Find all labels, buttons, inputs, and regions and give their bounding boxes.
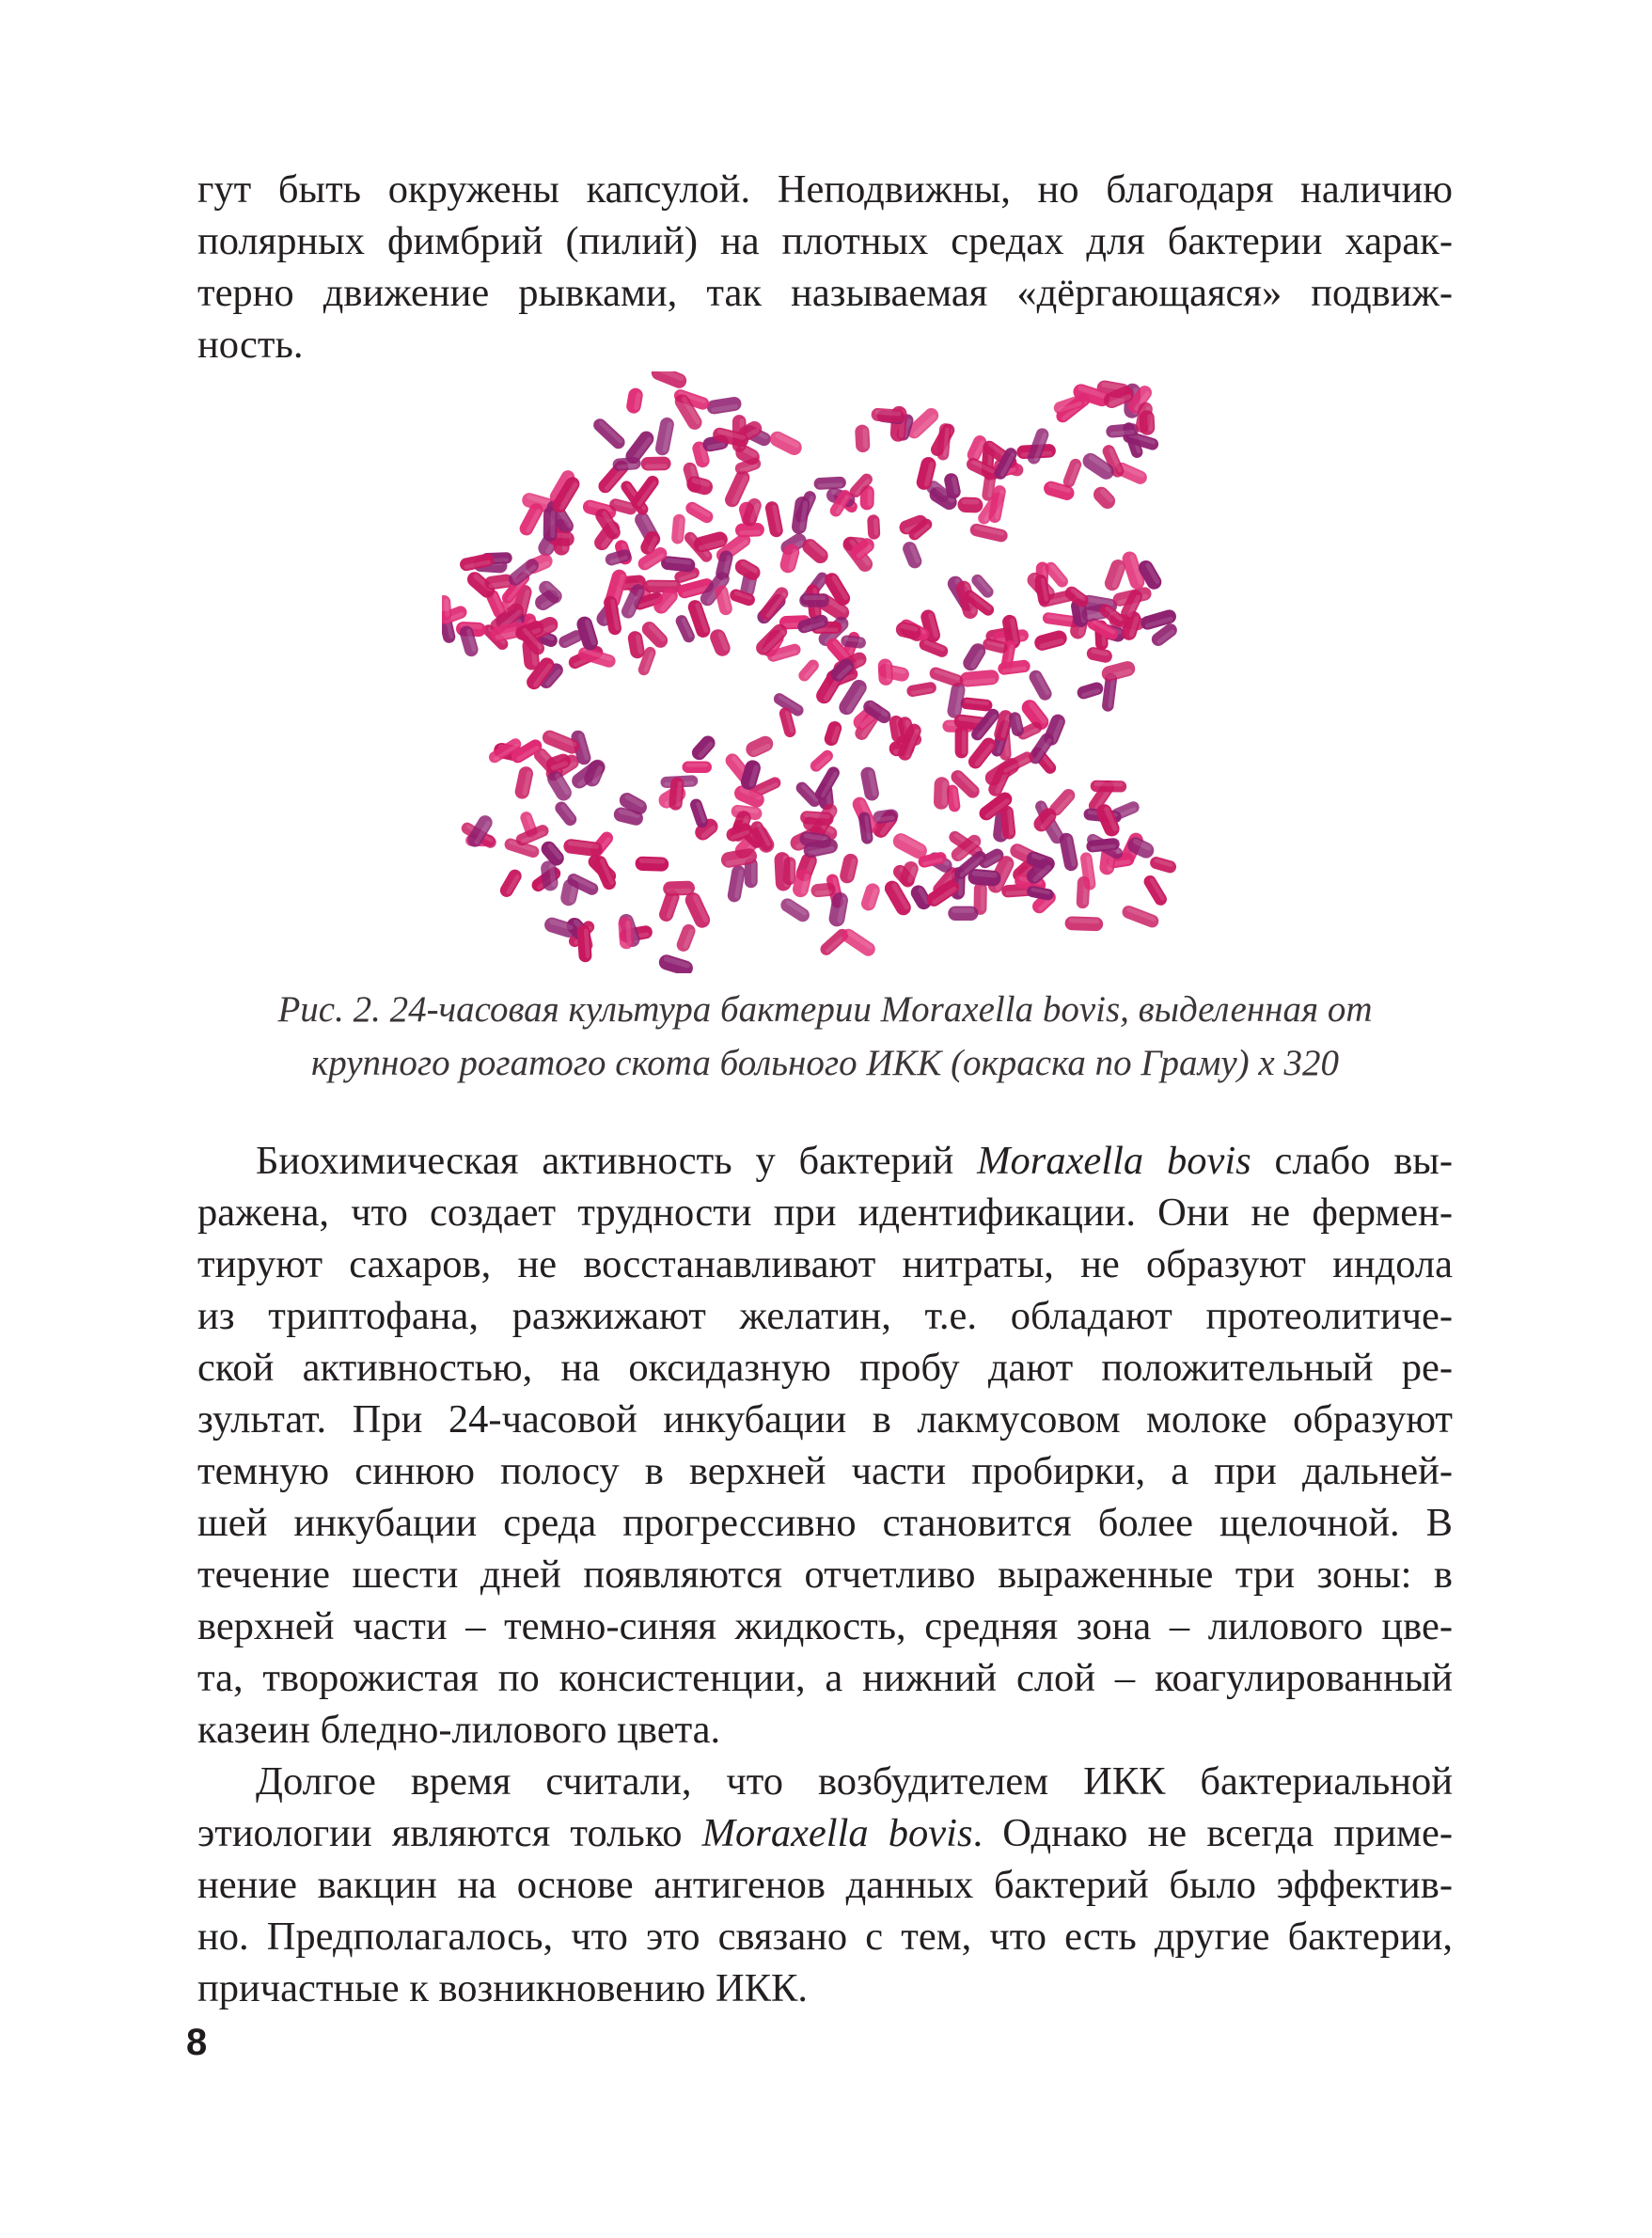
figure-caption	[197, 983, 1453, 1090]
bacterium-rod	[1091, 780, 1127, 793]
bacterium-rod	[1059, 831, 1079, 872]
text-line: зультат. При 24-часовой инкубации в лакмусовом молоке образуют	[197, 1397, 1453, 1442]
bacterium-rod	[1064, 916, 1103, 931]
bacterium-rod	[641, 457, 671, 471]
bacterium-rod	[657, 953, 695, 973]
bacterium-rod	[1100, 659, 1137, 683]
caption-suffix: , выделенная от	[1120, 989, 1373, 1030]
bacterium-rod	[1139, 410, 1155, 435]
bacterium-rod	[1141, 874, 1169, 908]
micrograph-figure	[442, 371, 1185, 973]
bacterium-rod	[955, 726, 968, 758]
bacterium-rod	[649, 371, 688, 390]
bacterium-rod	[936, 423, 952, 461]
bacterium-rod	[965, 456, 999, 481]
bacterium-rod	[890, 830, 930, 861]
bacterium-rod	[635, 856, 669, 871]
bacteria-micrograph-image	[442, 371, 1185, 973]
bacterium-rod	[823, 719, 843, 748]
bacterium-rod	[968, 523, 1009, 544]
bacterium-rod	[779, 896, 812, 924]
bacterium-rod	[783, 857, 796, 886]
text-line: но. Предполагалось, что это связано с тем, что есть другие бактерии,	[197, 1915, 1453, 1959]
text-run: Биохимическая активность у бактерий	[256, 1139, 978, 1183]
species-name: Moraxella bovis	[701, 1811, 973, 1855]
bacterium-rod	[764, 500, 784, 539]
bacterium-rod	[497, 867, 524, 899]
bacterium-rod	[946, 682, 966, 719]
bacterium-rod	[859, 881, 882, 912]
bacterium-rod	[627, 630, 646, 660]
text-line: полярных фимбрий (пилий) на плотных средах для бактерии харак-	[197, 219, 1453, 263]
bacterium-rod	[625, 386, 644, 414]
caption-prefix: Рис. 2. 24-часовая культура бактерии	[277, 989, 881, 1030]
bacterium-rod	[796, 657, 822, 684]
paragraph-history	[197, 1756, 1453, 2014]
bacterium-rod	[1026, 885, 1055, 901]
text-line	[197, 1807, 1453, 1859]
bacterium-rod	[1076, 681, 1105, 701]
bacterium-rod	[767, 429, 805, 458]
bacterium-rod	[675, 922, 698, 954]
text-run: слабо вы-	[1251, 1139, 1453, 1183]
bacterium-rod	[867, 514, 880, 540]
bacterium-rod	[905, 681, 936, 698]
text-line: та, творожистая по консистенции, а нижний слой – коагулированный	[197, 1656, 1453, 1700]
text-line: причастные к возникновению ИКК.	[197, 1966, 808, 2010]
bacterium-rod	[839, 852, 859, 885]
page-number: 8	[186, 2022, 208, 2063]
bacterium-rod	[612, 457, 641, 472]
bacterium-rod	[1008, 711, 1025, 737]
bacterium-rod	[1121, 904, 1161, 929]
text-run: этиологии являются только	[197, 1811, 702, 1855]
bacterium-rod	[576, 924, 592, 963]
text-line: верхней части – темно-синяя жидкость, средняя зона – лилового цве-	[197, 1604, 1453, 1648]
text-line: тируют сахаров, не восстанавливают нитраты, не образуют индола	[197, 1242, 1453, 1286]
text-line: терно движение рывками, так называемая «дёргающаяся» подвиж-	[197, 271, 1453, 315]
bacterium-rod	[859, 765, 880, 801]
bacterium-rod	[714, 584, 733, 617]
bacterium-rod	[871, 407, 905, 422]
text-line: нение вакцин на основе антигенов данных бактерий было эффектив-	[197, 1863, 1453, 1907]
bacterium-rod	[683, 762, 713, 774]
bacterium-rod	[706, 396, 743, 416]
bacterium-rod	[855, 424, 871, 452]
bacterium-rod	[553, 799, 579, 828]
bacterium-rod	[1091, 483, 1119, 512]
bacterium-rod	[688, 797, 709, 829]
text-line: ность.	[197, 323, 304, 367]
bacterium-rod	[689, 733, 718, 763]
bacterium-rod	[618, 917, 634, 950]
bacterium-rod	[1149, 856, 1178, 875]
bacterium-rod	[898, 859, 920, 888]
text-line: ской активностью, на оксидазную пробу дают положительный ре-	[197, 1346, 1453, 1390]
paragraph-biochemistry	[197, 1135, 1453, 1756]
bacterium-rod	[1062, 457, 1083, 489]
paragraph-top	[197, 164, 1453, 370]
text-line: ражена, что создает трудности при идентификации. Они не фермен-	[197, 1190, 1453, 1235]
bacterium-rod	[957, 496, 983, 512]
bacterium-rod	[660, 556, 696, 573]
bacterium-rod	[590, 416, 627, 451]
bacterium-rod	[791, 496, 810, 535]
bacterium-rod	[654, 417, 675, 457]
text-line: казеин бледно-лилового цвета.	[197, 1708, 721, 1752]
bacterium-rod	[839, 926, 878, 959]
bacterium-rod	[799, 593, 829, 607]
bacterium-rod	[727, 864, 747, 903]
bacterium-rod	[959, 670, 999, 687]
bacterium-rod	[901, 540, 924, 571]
bacterium-rod	[671, 513, 686, 544]
bacterium-rod	[877, 658, 893, 686]
text-line: шей инкубации среда прогрессивно становится более щелочной. В	[197, 1501, 1453, 1545]
bacterium-rod	[513, 765, 534, 800]
bacterium-rod	[934, 777, 950, 810]
bacterium-rod	[684, 499, 716, 525]
caption-line: крупного рогатого скота больного ИКК (окраска по Граму) х 320	[311, 1043, 1339, 1083]
bacterium-rod	[442, 595, 452, 622]
bacterium-rod	[841, 635, 867, 649]
bacterium-rod	[543, 507, 558, 542]
bacterium-rod	[1032, 629, 1068, 653]
bacterium-rod	[813, 477, 846, 491]
text-line	[197, 1135, 1453, 1187]
species-name: Moraxella bovis	[977, 1139, 1251, 1183]
bacterium-rod	[948, 906, 978, 921]
bacterium-rod	[683, 890, 713, 930]
text-line: гут быть окружены капсулой. Неподвижны, но благодаря наличию	[197, 167, 1453, 212]
caption-species: Moraxella bovis	[880, 989, 1121, 1030]
bacterium-rod	[708, 627, 733, 659]
text-run: . Однако не всегда приме-	[972, 1811, 1453, 1855]
caption-line	[197, 983, 1453, 1036]
bacterium-rod	[517, 501, 545, 538]
text-line: Долгое время считали, что возбудителем ИКК бактериальной	[256, 1759, 1453, 1804]
text-line: течение шести дней появляются отчетливо выраженные три зоны: в	[197, 1552, 1453, 1597]
text-line: из триптофана, разжижают желатин, т.е. обладают протеолитиче-	[197, 1294, 1453, 1338]
bacterium-rod	[1034, 574, 1051, 607]
bacterium-rod	[800, 811, 834, 827]
bacterium-rod	[1027, 668, 1054, 702]
text-line: темную синюю полосу в верхней части пробирки, а при дальней-	[197, 1449, 1453, 1493]
bacterium-rod	[960, 697, 993, 712]
bacterium-rod	[744, 733, 776, 760]
